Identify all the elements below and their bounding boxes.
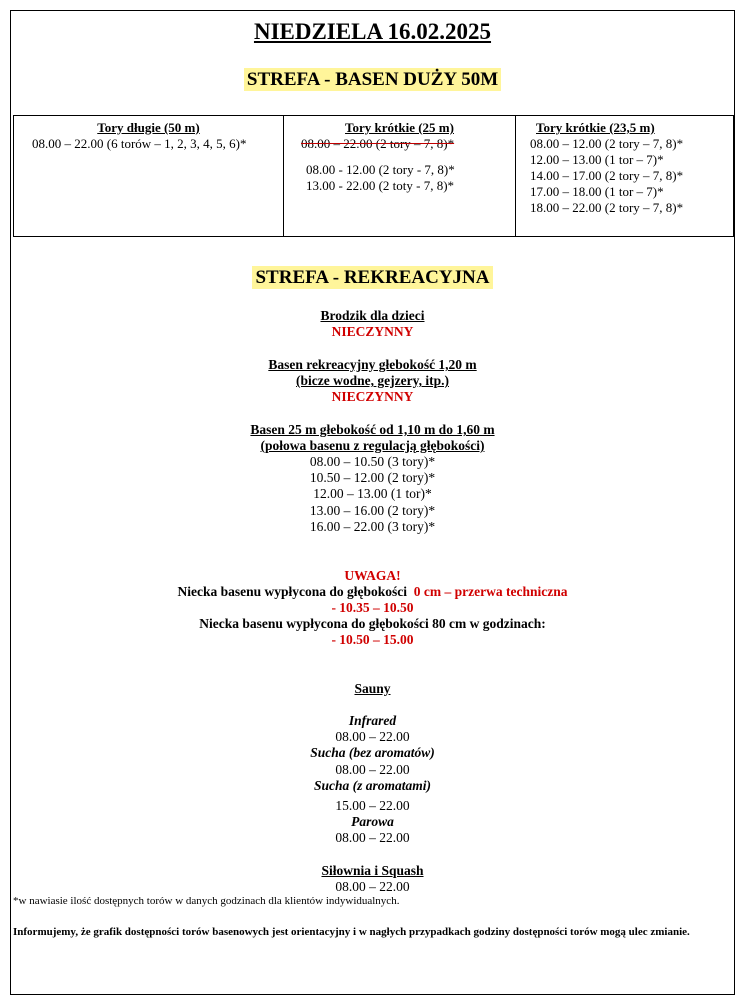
gym-hours: 08.00 – 22.00: [335, 879, 410, 894]
footnote: *w nawiasie ilość dostępnych torów w danych godzinach dla klientów indywidualnych.: [13, 895, 400, 907]
rec-pool-status: NIECZYNNY: [331, 389, 414, 404]
lanes-long-item: 08.00 – 22.00 (6 torów – 1, 2, 3, 4, 5, 6)*: [32, 136, 247, 151]
schedule-page: [10, 10, 735, 995]
pool25-item: 12.00 – 13.00 (1 tor)*: [313, 486, 432, 501]
lanes-short25-item: 13.00 - 22.00 (2 toty - 7, 8)*: [306, 178, 455, 193]
lanes-short23-header: Tory krótkie (23,5 m): [536, 120, 655, 135]
rec-pool-title: Basen rekreacyjny głebokość 1,20 m: [268, 357, 477, 372]
sauna-dry-aroma-name: Sucha (z aromatami): [313, 778, 432, 793]
lanes-long-cell: [14, 116, 284, 237]
lanes-short23-cell: [516, 116, 734, 237]
lanes-table: [13, 115, 734, 237]
pool25-item: 10.50 – 12.00 (2 tory)*: [309, 470, 436, 485]
sauna-steam-hours: 08.00 – 22.00: [335, 830, 410, 845]
lanes-short25-header: Tory krótkie (25 m): [345, 120, 454, 135]
zone-big-pool-label: STREFA - BASEN DUŻY 50M: [244, 68, 501, 91]
warning-label: UWAGA!: [344, 568, 401, 583]
pool25-subtitle: (połowa basenu z regulacją głębokości): [260, 438, 485, 453]
pool25-title: Basen 25 m głebokość od 1,10 m do 1,60 m: [250, 422, 495, 437]
warning-line2: - 10.35 – 10.50: [331, 600, 414, 615]
sauna-dry-plain-name: Sucha (bez aromatów): [310, 745, 435, 760]
sauna-dry-aroma-hours: 15.00 – 22.00: [335, 798, 410, 813]
lanes-short23-item: 18.00 – 22.00 (2 tory – 7, 8)*: [530, 200, 684, 215]
pool25-item: 08.00 – 10.50 (3 tory)*: [309, 454, 436, 469]
sauna-steam-name: Parowa: [351, 814, 394, 829]
zone-heading-big-pool: [11, 69, 734, 91]
kids-pool-status: NIECZYNNY: [331, 324, 414, 339]
pool25-item: 16.00 – 22.00 (3 tory)*: [309, 519, 436, 534]
lanes-short25-struck: 08.00 – 22.00 (2 tory – 7, 8)*: [301, 136, 455, 151]
lanes-short25-item: 08.00 - 12.00 (2 tory - 7, 8)*: [306, 162, 455, 177]
sauna-infrared-name: Infrared: [348, 713, 397, 728]
kids-pool-title: Brodzik dla dzieci: [320, 308, 425, 323]
lanes-short25-cell: [284, 116, 516, 237]
lanes-short23-item: 12.00 – 13.00 (1 tor – 7)*: [530, 152, 664, 167]
lanes-short25-struck-wrap: [286, 136, 513, 152]
sauna-dry-plain-hours: 08.00 – 22.00: [335, 762, 410, 777]
warning-line4: - 10.50 – 15.00: [331, 632, 414, 647]
warning-line1-text: Niecka basenu wypłycona do głębokości: [177, 584, 408, 599]
info-text: Informujemy, że grafik dostępności torów basenowych jest orientacyjny i w nagłych przypadkach godziny dostępności torów mogą ulec zmianie.: [13, 926, 690, 938]
zone-recreation-label: STREFA - REKREACYJNA: [252, 266, 492, 289]
rec-pool-subtitle: (bicze wodne, gejzery, itp.): [296, 373, 449, 388]
page-title: NIEDZIELA 16.02.2025: [253, 19, 492, 44]
gym-title: Siłownia i Squash: [321, 863, 424, 878]
lanes-short23-item: 08.00 – 12.00 (2 tory – 7, 8)*: [530, 136, 684, 151]
pool25-item: 13.00 – 16.00 (2 tory)*: [309, 503, 436, 518]
lanes-long-header: Tory długie (50 m): [97, 120, 200, 135]
warning-line1-red: 0 cm – przerwa techniczna: [413, 584, 568, 599]
lanes-short23-item: 17.00 – 18.00 (1 tor – 7)*: [530, 184, 664, 199]
lanes-short23-item: 14.00 – 17.00 (2 tory – 7, 8)*: [530, 168, 684, 183]
warning-line3: Niecka basenu wypłycona do głębokości 80 cm w godzinach:: [199, 616, 546, 631]
zone-heading-recreation: [11, 267, 734, 289]
warning-line1: [11, 584, 734, 600]
sauna-infrared-hours: 08.00 – 22.00: [335, 729, 410, 744]
saunas-title: Sauny: [354, 681, 391, 696]
